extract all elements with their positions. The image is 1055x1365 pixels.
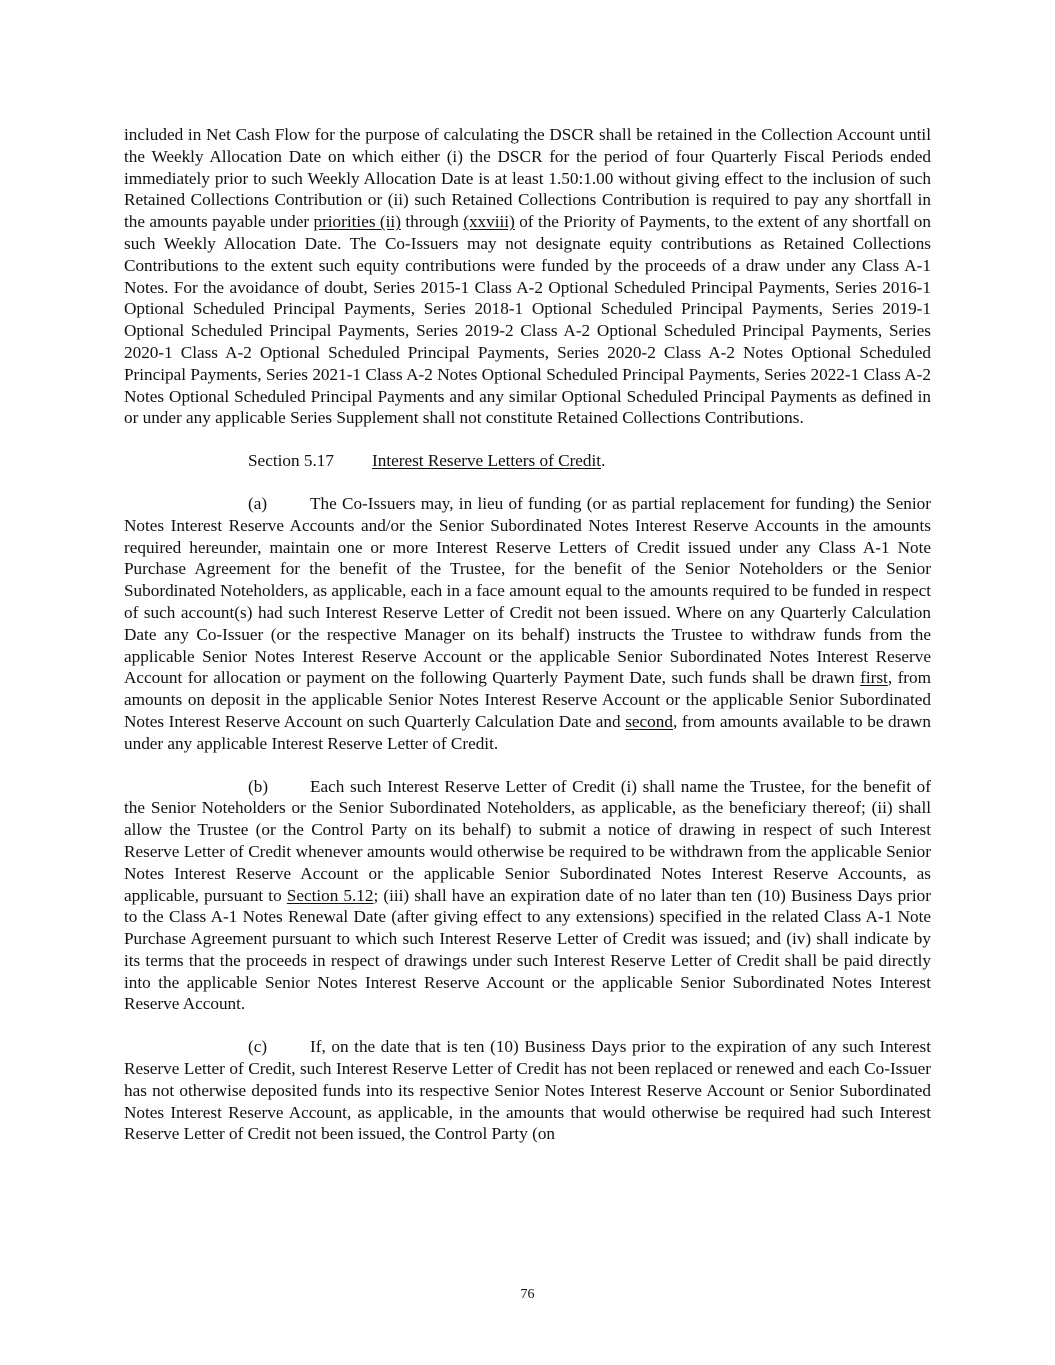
subsection-c bbox=[124, 1036, 931, 1145]
emphasis-term-second: second bbox=[625, 711, 673, 731]
paragraph-text: included in Net Cash Flow for the purpose of calculating the DSCR shall be retained in the Collection Account until the Weekly Allocation Date on which either (i) the DSCR for the period of four Quarterly Fiscal Periods ended immediately prior to such Weekly Allocation Date is at least 1.50:1.00 without giving effect to the inclusion of such Retained Collections Contribution or (ii) such Retained Collections Contribution is required to pay any shortfall in the amounts payable under bbox=[124, 125, 931, 232]
subsection-label: (a) bbox=[248, 493, 268, 513]
cross-reference-link[interactable]: (xxviii) bbox=[463, 212, 515, 232]
subsection-text: , from amounts available to be drawn under any applicable Interest Reserve Letter of Credit. bbox=[124, 711, 931, 753]
emphasis-term-first: first bbox=[860, 668, 888, 688]
cross-reference-link[interactable]: Section 5.12 bbox=[286, 885, 374, 905]
paragraph-text: of the Priority of Payments, to the extent of any shortfall on such Weekly Allocation Date. The Co-Issuers may not designate equity contributions as Retained Collections Contributions to the extent such equity contributions were funded by the proceeds of a draw under any Class A-1 Notes. For the avoidance of doubt, Series 2015-1 Class A-2 Optional Scheduled Principal Payments, Series 2016-1 Optional Scheduled Principal Payments, Series 2018-1 Optional Scheduled Principal Payments, Series 2019-1 Optional Scheduled Principal Payments, Series 2019-2 Class A-2 Optional Scheduled Principal Payments, Series 2020-1 Class A-2 Optional Scheduled Principal Payments, Series 2020-2 Class A-2 Notes Optional Scheduled Principal Payments, Series 2021-1 Class A-2 Notes Optional Scheduled Principal Payments, Series 2022-1 Class A-2 Notes Optional Scheduled Principal Payments and any similar Optional Scheduled Principal Payments as defined in or under any applicable Series Supplement shall not constitute Retained Collections Contributions. bbox=[124, 212, 931, 428]
paragraph-text: through bbox=[400, 212, 464, 232]
section-heading bbox=[124, 450, 931, 472]
subsection-text: , from amounts on deposit in the applicable Senior Notes Interest Reserve Account or the applicable Senior Subordinated Notes Interest Reserve Account on such Quarterly Calculation Date and bbox=[124, 668, 931, 731]
subsection-text: The Co-Issuers may, in lieu of funding (or as partial replacement for funding) the Senior Notes Interest Reserve Accounts and/or the Senior Subordinated Notes Interest Reserve Accounts in the amounts required hereunder, maintain one or more Interest Reserve Letters of Credit issued under any Class A-1 Note Purchase Agreement for the benefit of the Trustee, for the benefit of the Senior Noteholders or the Senior Subordinated Noteholders, as applicable, each in a face amount equal to the amounts required to be funded in respect of such account(s) had such Interest Reserve Letter of Credit not been issued. Where on any Quarterly Calculation Date any Co-Issuer (or the respective Manager on its behalf) instructs the Trustee to withdraw funds from the applicable Senior Notes Interest Reserve Account or the applicable Senior Subordinated Notes Interest Reserve Account for allocation or payment on the following Quarterly Payment Date, such funds shall be drawn bbox=[124, 493, 931, 688]
subsection-b bbox=[124, 776, 931, 1016]
continued-paragraph bbox=[124, 124, 931, 429]
cross-reference-link[interactable]: priorities (ii) bbox=[313, 212, 401, 232]
section-number: Section 5.17 bbox=[248, 451, 334, 471]
subsection-text: If, on the date that is ten (10) Business Days prior to the expiration of any such Interest Reserve Letter of Credit, such Interest Reserve Letter of Credit has not been replaced or renewed and each Co-Issuer has not otherwise deposited funds into its respective Senior Notes Interest Reserve Account or Senior Subordinated Notes Interest Reserve Account, as applicable, in the amounts that would otherwise be required had such Interest Reserve Letter of Credit not been issued, the Control Party (on bbox=[124, 1037, 931, 1144]
page-number: 76 bbox=[520, 1287, 535, 1302]
document-page bbox=[124, 124, 931, 1145]
subsection-text: ; (iii) shall have an expiration date of no later than ten (10) Business Days prior to the Class A-1 Notes Renewal Date (after giving effect to any extensions) specified in the related Class A-1 Note Purchase Agreement pursuant to which such Interest Reserve Letter of Credit was issued; and (iv) shall indicate by its terms that the proceeds in respect of drawings under such Interest Reserve Letter of Credit shall be paid directly into the applicable Senior Notes Interest Reserve Account or the applicable Senior Subordinated Notes Interest Reserve Account. bbox=[124, 885, 931, 1014]
section-title-period: . bbox=[601, 451, 606, 471]
subsection-label: (c) bbox=[248, 1037, 268, 1057]
subsection-text: Each such Interest Reserve Letter of Credit (i) shall name the Trustee, for the benefit of the Senior Noteholders or the Senior Subordinated Noteholders, as applicable, as the beneficiary thereof; (ii) shall allow the Trustee (or the Control Party on its behalf) to submit a notice of drawing in respect of such Interest Reserve Letter of Credit whenever amounts would otherwise be required to be withdrawn from the applicable Senior Notes Interest Reserve Account or the applicable Senior Subordinated Notes Interest Reserve Accounts, as applicable, pursuant to bbox=[124, 776, 931, 905]
section-title: Interest Reserve Letters of Credit bbox=[372, 451, 602, 471]
subsection-label: (b) bbox=[248, 776, 269, 796]
subsection-a bbox=[124, 493, 931, 755]
